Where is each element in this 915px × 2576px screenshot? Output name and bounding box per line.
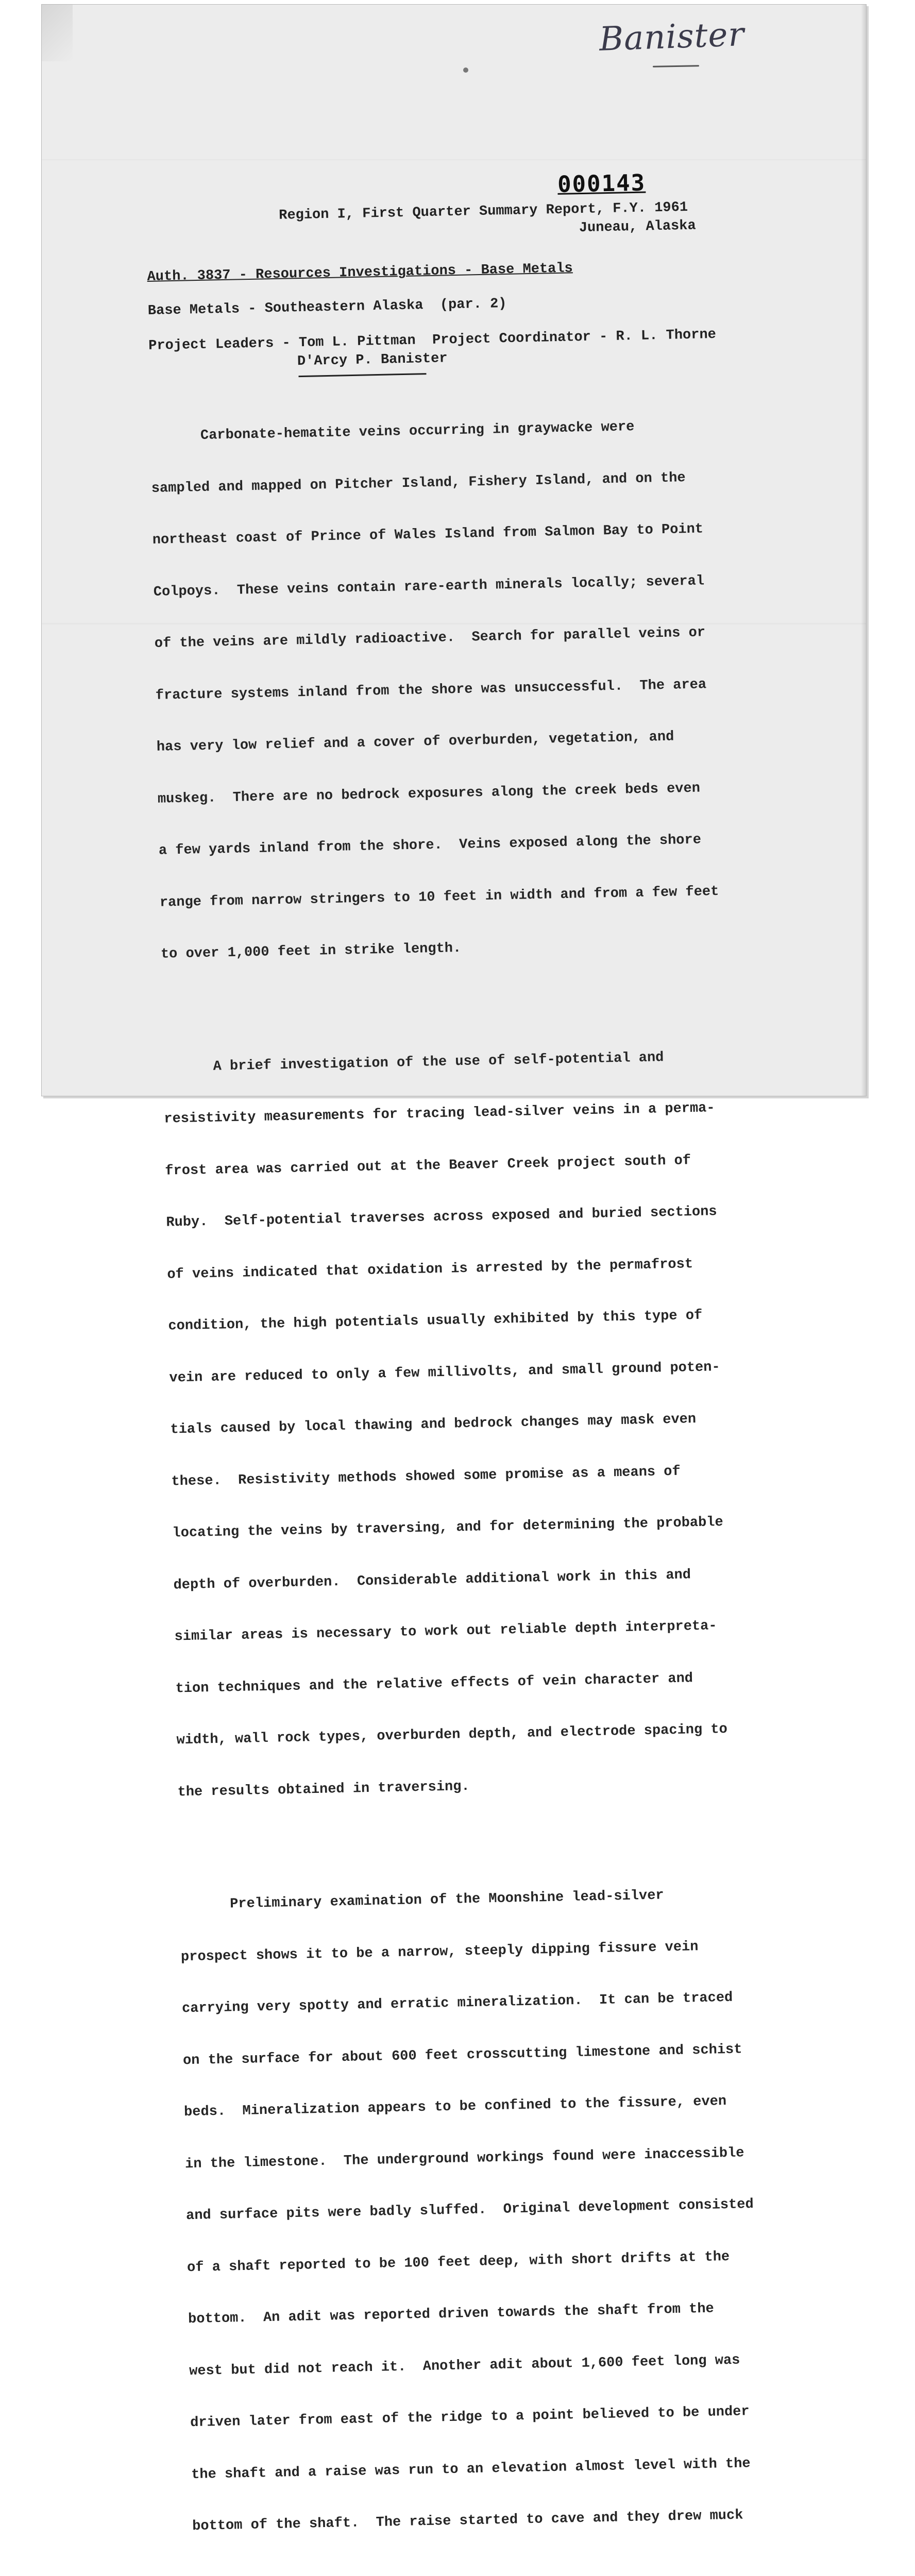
- text-line: condition, the high potentials usually exhibited by this type of: [168, 1308, 703, 1334]
- project-leader-1: Tom L. Pittman: [298, 333, 416, 351]
- text-line: driven later from east of the ridge to a point believed to be under: [190, 2404, 750, 2431]
- text-line: in the limestone. The underground workings found were inaccessible: [184, 2145, 744, 2172]
- report-title: Region I, First Quarter Summary Report, F.Y. 1961: [278, 199, 688, 224]
- text-line: Carbonate-hematite veins occurring in graywacke were: [150, 419, 635, 445]
- paragraph-resistivity: [162, 1013, 776, 1836]
- text-line: on the surface for about 600 feet crosscutting limestone and schist: [182, 2041, 742, 2069]
- text-line: the results obtained in traversing.: [177, 1778, 470, 1800]
- body-text: [149, 382, 791, 2576]
- document-page: [41, 4, 867, 2535]
- text-line: beds. Mineralization appears to be confined to the fissure, even: [183, 2094, 727, 2121]
- text-line: width, wall rock types, overburden depth, and electrode spacing to: [176, 1721, 728, 1749]
- paragraph-carbonate-veins: [149, 382, 759, 998]
- text-line: a few yards inland from the shore. Veins exposed along the shore: [158, 832, 702, 859]
- project-leader-2: D'Arcy P. Banister: [297, 351, 448, 370]
- text-line: these. Resistivity methods showed some promise as a means of: [171, 1464, 681, 1489]
- text-line: of veins indicated that oxidation is arrested by the permafrost: [167, 1256, 693, 1283]
- text-line: Ruby. Self-potential traverses across exposed and buried sections: [166, 1204, 717, 1231]
- text-line: the shaft and a raise was run to an elevation almost level with the: [191, 2455, 751, 2483]
- text-line: muskeg. There are no bedrock exposures along the creek beds even: [157, 781, 701, 807]
- text-line: tion techniques and the relative effects of vein character and: [175, 1670, 693, 1697]
- report-location: Juneau, Alaska: [579, 218, 696, 236]
- text-line: west but did not reach it. Another adit about 1,600 feet long was: [189, 2352, 740, 2379]
- text-line: bottom. An adit was reported driven towards the shaft from the: [188, 2301, 715, 2328]
- subject-heading: Base Metals - Southeastern Alaska (par. 2): [147, 296, 507, 319]
- text-line: A brief investigation of the use of self-potential and: [163, 1049, 664, 1076]
- authorization-heading: Auth. 3837 - Resources Investigations - Base Metals: [147, 261, 573, 285]
- handwritten-signature: Banister: [598, 15, 745, 59]
- text-line: range from narrow stringers to 10 feet in width and from a few feet: [159, 884, 719, 911]
- spacer: [415, 333, 432, 349]
- text-line: of the veins are mildly radioactive. Search for parallel veins or: [154, 625, 706, 652]
- text-line: fracture systems inland from the shore was unsuccessful. The area: [155, 676, 707, 704]
- text-line: depth of overburden. Considerable additional work in this and: [173, 1567, 691, 1593]
- text-line: carrying very spotty and erratic mineralization. It can be traced: [181, 1990, 733, 2017]
- typed-content: [39, 0, 885, 2535]
- header-rule: [298, 373, 426, 377]
- text-line: frost area was carried out at the Beaver Creek project south of: [165, 1153, 691, 1179]
- project-leaders-row: [148, 327, 716, 354]
- text-line: resistivity measurements for tracing lead-silver veins in a perma-: [164, 1100, 715, 1127]
- text-line: locating the veins by traversing, and for determining the probable: [172, 1515, 724, 1541]
- text-line: tials caused by local thawing and bedrock changes may mask even: [170, 1412, 697, 1438]
- text-line: Colpoys. These veins contain rare-earth minerals locally; several: [153, 573, 705, 600]
- text-line: of a shaft reported to be 100 feet deep, with short drifts at the: [187, 2249, 730, 2276]
- text-line: northeast coast of Prince of Wales Island from Salmon Bay to Point: [152, 521, 704, 548]
- text-line: prospect shows it to be a narrow, steeply dipping fissure vein: [180, 1939, 699, 1965]
- text-line: bottom of the shaft. The raise started to cave and they drew muck: [192, 2507, 743, 2535]
- text-line: sampled and mapped on Pitcher Island, Fishery Island, and on the: [151, 470, 686, 497]
- project-coordinator: Project Coordinator - R. L. Thorne: [432, 327, 717, 348]
- text-line: has very low relief and a cover of overburden, vegetation, and: [156, 729, 674, 755]
- text-line: and surface pits were badly sluffed. Original development consisted: [185, 2197, 754, 2224]
- project-leaders-label: Project Leaders -: [148, 335, 299, 354]
- paragraph-moonshine-prospect: [179, 1851, 790, 2570]
- text-line: to over 1,000 feet in strike length.: [160, 940, 462, 962]
- text-line: vein are reduced to only a few millivolts, and small ground poten-: [169, 1359, 720, 1386]
- text-line: Preliminary examination of the Moonshine lead-silver: [179, 1888, 664, 1913]
- text-line: similar areas is necessary to work out reliable depth interpreta-: [174, 1618, 717, 1645]
- document-number-stamp: 000143: [557, 170, 646, 198]
